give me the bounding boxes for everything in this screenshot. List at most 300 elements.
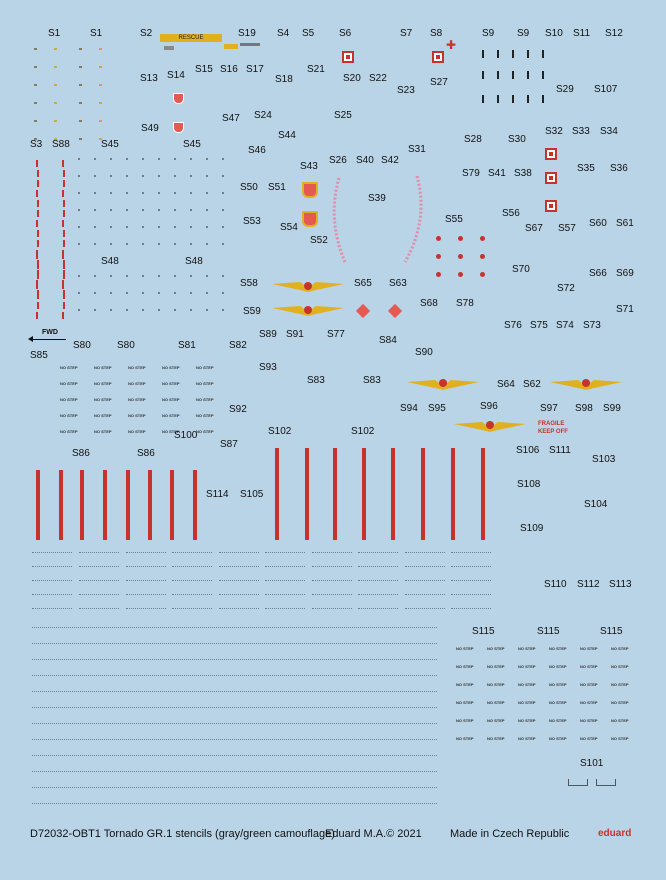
- stencil-dot: [79, 102, 82, 104]
- label-s45: S45: [183, 139, 201, 150]
- dotted-line: [358, 608, 398, 609]
- no-step-stencil: NO STEP: [196, 365, 214, 370]
- red-dash: [37, 170, 39, 177]
- dotted-line: [358, 580, 398, 581]
- stencil-dot: [174, 292, 176, 294]
- stencil-dot: [158, 292, 160, 294]
- label-s22: S22: [369, 73, 387, 84]
- stencil-dot: [206, 275, 208, 277]
- rescue-arrow-decal: RESCUE: [160, 34, 222, 42]
- label-s9: S9: [517, 28, 530, 39]
- eduard-logo: eduard: [598, 828, 632, 839]
- label-s5: S5: [302, 28, 315, 39]
- label-s78: S78: [456, 298, 474, 309]
- red-dash: [37, 180, 39, 187]
- label-s65: S65: [354, 278, 372, 289]
- stencil-dot: [222, 243, 224, 245]
- no-step-stencil: NO STEP: [518, 718, 536, 723]
- label-s4: S4: [277, 28, 290, 39]
- black-mark: [497, 71, 499, 79]
- no-step-stencil: NO STEP: [94, 397, 112, 402]
- copyright: Eduard M.A.© 2021: [325, 828, 422, 840]
- stencil-dot: [190, 209, 192, 211]
- dotted-line: [451, 580, 491, 581]
- s2-small-decal: [224, 44, 238, 49]
- dotted-line: [265, 580, 305, 581]
- red-dash: [37, 210, 39, 217]
- label-s74: S74: [556, 320, 574, 331]
- no-step-stencil: NO STEP: [580, 718, 598, 723]
- label-s92: S92: [229, 404, 247, 415]
- label-s25: S25: [334, 110, 352, 121]
- red-stripe: [193, 470, 197, 540]
- no-step-stencil: NO STEP: [611, 718, 629, 723]
- stencil-dot: [110, 209, 112, 211]
- red-dot-decal: [480, 272, 485, 277]
- shield-decal: [302, 182, 318, 198]
- label-s86: S86: [137, 448, 155, 459]
- stencil-dot: [78, 158, 80, 160]
- stencil-dot: [222, 275, 224, 277]
- red-dash: [63, 240, 65, 247]
- red-dash: [63, 210, 65, 217]
- label-s44: S44: [278, 130, 296, 141]
- label-s16: S16: [220, 64, 238, 75]
- dotted-line: [265, 552, 305, 553]
- label-s49: S49: [141, 123, 159, 134]
- dotted-line: [265, 608, 305, 609]
- stencil-dot: [190, 226, 192, 228]
- no-step-stencil: NO STEP: [162, 397, 180, 402]
- no-step-stencil: NO STEP: [580, 646, 598, 651]
- stencil-dot: [222, 292, 224, 294]
- no-step-stencil: NO STEP: [162, 429, 180, 434]
- stencil-dot: [190, 292, 192, 294]
- dotted-line: [312, 594, 352, 595]
- dotted-line: [172, 594, 212, 595]
- dotted-line: [219, 594, 259, 595]
- stencil-dot: [158, 192, 160, 194]
- no-step-stencil: NO STEP: [518, 646, 536, 651]
- no-step-stencil: NO STEP: [60, 397, 78, 402]
- label-s83: S83: [363, 375, 381, 386]
- red-stripe: [481, 448, 485, 540]
- stencil-dot: [126, 192, 128, 194]
- red-dash: [37, 240, 39, 247]
- no-step-stencil: NO STEP: [60, 429, 78, 434]
- label-s43: S43: [300, 161, 318, 172]
- stencil-dot: [158, 209, 160, 211]
- label-s61: S61: [616, 218, 634, 229]
- no-step-stencil: NO STEP: [580, 736, 598, 741]
- dotted-line: [32, 627, 437, 628]
- label-s102: S102: [268, 426, 292, 437]
- label-s107: S107: [594, 84, 618, 95]
- black-mark: [482, 50, 484, 58]
- stencil-dot: [78, 175, 80, 177]
- label-s56: S56: [502, 208, 520, 219]
- stencil-dot: [190, 175, 192, 177]
- stencil-dot: [54, 48, 57, 50]
- dotted-line: [32, 787, 437, 788]
- no-step-stencil: NO STEP: [549, 700, 567, 705]
- stencil-dot: [79, 120, 82, 122]
- stencil-dot: [126, 292, 128, 294]
- red-dash: [36, 312, 38, 319]
- dotted-line: [32, 707, 437, 708]
- red-dash: [63, 262, 65, 269]
- stencil-dot: [54, 84, 57, 86]
- label-s84: S84: [379, 335, 397, 346]
- label-s8: S8: [430, 28, 443, 39]
- label-s34: S34: [600, 126, 618, 137]
- label-s82: S82: [229, 340, 247, 351]
- stencil-dot: [206, 309, 208, 311]
- no-step-stencil: NO STEP: [162, 381, 180, 386]
- stencil-dot: [99, 48, 102, 50]
- dotted-line: [32, 552, 72, 553]
- red-dash: [62, 160, 64, 167]
- no-step-stencil: NO STEP: [611, 646, 629, 651]
- stencil-dot: [79, 48, 82, 50]
- dotted-line: [219, 580, 259, 581]
- label-s91: S91: [286, 329, 304, 340]
- label-s38: S38: [514, 168, 532, 179]
- stencil-dot: [206, 292, 208, 294]
- label-s62: S62: [523, 379, 541, 390]
- label-s6: S6: [339, 28, 352, 39]
- dotted-line: [451, 566, 491, 567]
- wing-badge-decal: [548, 372, 628, 392]
- stencil-dot: [142, 243, 144, 245]
- red-dot-decal: [436, 272, 441, 277]
- stencil-dot: [222, 209, 224, 211]
- red-square-decal: [545, 148, 557, 160]
- label-s20: S20: [343, 73, 361, 84]
- label-s18: S18: [275, 74, 293, 85]
- fwd-label: FWD: [42, 329, 58, 336]
- no-step-stencil: NO STEP: [128, 381, 146, 386]
- shield-decal: [173, 93, 184, 104]
- label-s27: S27: [430, 77, 448, 88]
- red-stripe: [421, 448, 425, 540]
- no-step-stencil: NO STEP: [196, 397, 214, 402]
- black-mark: [527, 71, 529, 79]
- stencil-dot: [174, 158, 176, 160]
- no-step-stencil: NO STEP: [487, 664, 505, 669]
- label-s70: S70: [512, 264, 530, 275]
- label-s26: S26: [329, 155, 347, 166]
- red-stripe: [362, 448, 366, 540]
- red-stripe: [333, 448, 337, 540]
- label-s28: S28: [464, 134, 482, 145]
- red-stripe: [148, 470, 152, 540]
- dotted-line: [312, 566, 352, 567]
- dotted-line: [265, 594, 305, 595]
- label-s1: S1: [90, 28, 103, 39]
- stencil-dot: [142, 292, 144, 294]
- dotted-line: [172, 552, 212, 553]
- no-step-stencil: NO STEP: [162, 413, 180, 418]
- no-step-stencil: NO STEP: [580, 682, 598, 687]
- dotted-line: [79, 552, 119, 553]
- dotted-line: [32, 691, 437, 692]
- dotted-line: [405, 594, 445, 595]
- stencil-dot: [94, 309, 96, 311]
- red-dash: [63, 170, 65, 177]
- label-s67: S67: [525, 223, 543, 234]
- no-step-stencil: NO STEP: [549, 664, 567, 669]
- label-s99: S99: [603, 403, 621, 414]
- red-dash: [62, 282, 64, 289]
- stencil-dot: [206, 243, 208, 245]
- stencil-dot: [158, 243, 160, 245]
- s2-decal: [164, 46, 174, 50]
- black-mark: [542, 71, 544, 79]
- red-dash: [36, 220, 38, 227]
- red-dash: [62, 252, 64, 259]
- stencil-dot: [110, 158, 112, 160]
- label-s2: S2: [140, 28, 153, 39]
- dotted-line: [358, 594, 398, 595]
- red-dot-decal: [436, 254, 441, 259]
- dotted-line: [312, 580, 352, 581]
- fragile-decal: FRAGILE: [538, 421, 565, 427]
- red-stripe: [36, 470, 40, 540]
- no-step-stencil: NO STEP: [518, 664, 536, 669]
- dotted-line: [32, 755, 437, 756]
- red-dash: [62, 190, 64, 197]
- no-step-stencil: NO STEP: [456, 682, 474, 687]
- label-s72: S72: [557, 283, 575, 294]
- stencil-dot: [142, 226, 144, 228]
- stencil-dot: [206, 192, 208, 194]
- stencil-dot: [78, 226, 80, 228]
- label-s114: S114: [206, 489, 229, 500]
- s101-decal: [568, 779, 588, 786]
- stencil-dot: [206, 226, 208, 228]
- red-dot-decal: [458, 272, 463, 277]
- dotted-line: [358, 552, 398, 553]
- stencil-dot: [54, 102, 57, 104]
- stencil-dot: [54, 120, 57, 122]
- red-dot-decal: [480, 254, 485, 259]
- stencil-dot: [126, 243, 128, 245]
- stencil-dot: [94, 292, 96, 294]
- stencil-dot: [99, 84, 102, 86]
- stencil-dot: [142, 275, 144, 277]
- red-stripe: [59, 470, 63, 540]
- no-step-stencil: NO STEP: [518, 682, 536, 687]
- label-s68: S68: [420, 298, 438, 309]
- dotted-line: [126, 566, 166, 567]
- dotted-line: [172, 566, 212, 567]
- label-s69: S69: [616, 268, 634, 279]
- red-dot-decal: [480, 236, 485, 241]
- dotted-line: [32, 594, 72, 595]
- no-step-stencil: NO STEP: [549, 682, 567, 687]
- stencil-dot: [94, 192, 96, 194]
- label-s105: S105: [240, 489, 264, 500]
- label-s55: S55: [445, 214, 463, 225]
- label-s93: S93: [259, 362, 277, 373]
- stencil-dot: [54, 66, 57, 68]
- dotted-line: [219, 552, 259, 553]
- label-s45: S45: [101, 139, 119, 150]
- stencil-dot: [78, 292, 80, 294]
- stencil-dot: [158, 175, 160, 177]
- stencil-dot: [222, 309, 224, 311]
- red-dot-decal: [458, 254, 463, 259]
- stencil-dot: [34, 120, 37, 122]
- red-dash: [37, 272, 39, 279]
- stencil-dot: [78, 209, 80, 211]
- stencil-dot: [110, 192, 112, 194]
- stencil-dot: [79, 138, 82, 140]
- dotted-line: [32, 659, 437, 660]
- red-dash: [63, 302, 65, 309]
- no-step-stencil: NO STEP: [60, 413, 78, 418]
- label-s40: S40: [356, 155, 374, 166]
- no-step-stencil: NO STEP: [487, 700, 505, 705]
- no-step-stencil: NO STEP: [549, 646, 567, 651]
- label-s95: S95: [428, 403, 446, 414]
- stencil-dot: [222, 158, 224, 160]
- red-dash: [63, 180, 65, 187]
- red-square-decal: [545, 200, 557, 212]
- no-step-stencil: NO STEP: [518, 700, 536, 705]
- label-s42: S42: [381, 155, 399, 166]
- red-cross-decal: ✚: [446, 38, 457, 52]
- stencil-dot: [126, 226, 128, 228]
- red-dash: [37, 230, 39, 237]
- no-step-stencil: NO STEP: [456, 718, 474, 723]
- label-s39: S39: [368, 193, 386, 204]
- no-step-stencil: NO STEP: [487, 718, 505, 723]
- wing-badge-decals: [270, 274, 350, 320]
- stencil-dot: [99, 102, 102, 104]
- red-stripe: [305, 448, 309, 540]
- wing-badge-decal: [405, 372, 485, 392]
- dotted-line: [32, 771, 437, 772]
- made-in: Made in Czech Republic: [450, 828, 570, 840]
- red-dot-decal: [458, 236, 463, 241]
- no-step-stencil: NO STEP: [549, 736, 567, 741]
- red-dash: [62, 312, 64, 319]
- label-s96: S96: [480, 401, 498, 412]
- no-step-stencil: NO STEP: [611, 682, 629, 687]
- label-s76: S76: [504, 320, 522, 331]
- black-mark: [497, 50, 499, 58]
- label-s11: S11: [573, 28, 591, 39]
- red-stripe: [126, 470, 130, 540]
- no-step-stencil: NO STEP: [60, 365, 78, 370]
- s101-decal: [596, 779, 616, 786]
- dotted-line: [405, 608, 445, 609]
- stencil-dot: [94, 158, 96, 160]
- label-s3: S3: [30, 139, 43, 150]
- stencil-dot: [126, 309, 128, 311]
- no-step-stencil: NO STEP: [196, 381, 214, 386]
- stencil-dot: [222, 175, 224, 177]
- black-mark: [497, 95, 499, 103]
- red-dash: [63, 200, 65, 207]
- stencil-dot: [174, 309, 176, 311]
- red-dash: [37, 292, 39, 299]
- stencil-dot: [206, 209, 208, 211]
- label-s80: S80: [117, 340, 135, 351]
- label-s86: S86: [72, 448, 90, 459]
- stencil-dot: [99, 120, 102, 122]
- no-step-stencil: NO STEP: [128, 413, 146, 418]
- label-s109: S109: [520, 523, 544, 534]
- sheet-code: D72032-OBT1 Tornado GR.1 stencils (gray/green camouflage): [30, 828, 335, 840]
- stencil-dot: [190, 309, 192, 311]
- red-square-decal: [432, 51, 444, 63]
- stencil-dot: [110, 275, 112, 277]
- stencil-dot: [94, 275, 96, 277]
- stencil-dot: [206, 175, 208, 177]
- dotted-line: [172, 608, 212, 609]
- stencil-dot: [110, 309, 112, 311]
- stencil-dot: [222, 192, 224, 194]
- black-mark: [512, 95, 514, 103]
- dotted-line: [405, 552, 445, 553]
- dotted-line: [79, 594, 119, 595]
- no-step-stencil: NO STEP: [456, 646, 474, 651]
- dotted-line: [32, 723, 437, 724]
- no-step-stencil: NO STEP: [487, 682, 505, 687]
- dotted-line: [32, 739, 437, 740]
- label-s57: S57: [558, 223, 576, 234]
- stencil-dot: [78, 243, 80, 245]
- no-step-stencil: NO STEP: [580, 700, 598, 705]
- label-s50: S50: [240, 182, 258, 193]
- shield-decal: [302, 211, 318, 227]
- stencil-dot: [158, 309, 160, 311]
- red-stripe: [451, 448, 455, 540]
- stencil-dot: [126, 275, 128, 277]
- stencil-dot: [79, 84, 82, 86]
- label-s24: S24: [254, 110, 272, 121]
- label-s32: S32: [545, 126, 563, 137]
- no-step-stencil: NO STEP: [94, 381, 112, 386]
- stencil-dot: [190, 192, 192, 194]
- label-s23: S23: [397, 85, 415, 96]
- label-s102: S102: [351, 426, 375, 437]
- stencil-dot: [94, 175, 96, 177]
- no-step-stencil: NO STEP: [456, 736, 474, 741]
- label-s63: S63: [389, 278, 407, 289]
- stencil-dot: [99, 66, 102, 68]
- red-stripe: [80, 470, 84, 540]
- no-step-stencil: NO STEP: [94, 429, 112, 434]
- no-step-stencil: NO STEP: [549, 718, 567, 723]
- label-s52: S52: [310, 235, 328, 246]
- label-s113: S113: [609, 579, 632, 590]
- stencil-dot: [78, 309, 80, 311]
- red-diamond-decal: [388, 304, 402, 318]
- red-stripe: [103, 470, 107, 540]
- stencil-dot: [158, 158, 160, 160]
- stencil-dot: [79, 66, 82, 68]
- dotted-line: [79, 580, 119, 581]
- stencil-dot: [34, 48, 37, 50]
- label-s66: S66: [589, 268, 607, 279]
- no-step-stencil: NO STEP: [487, 736, 505, 741]
- label-s13: S13: [140, 73, 158, 84]
- stencil-dot: [110, 226, 112, 228]
